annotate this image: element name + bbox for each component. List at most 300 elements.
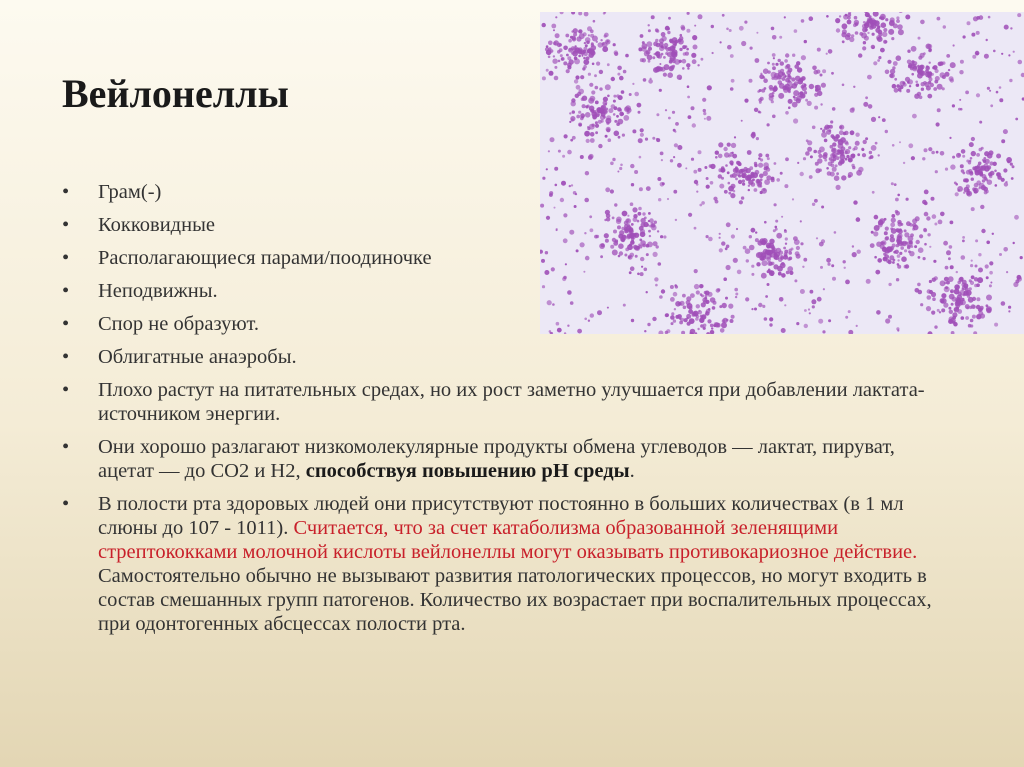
micrograph-cell <box>978 187 980 189</box>
micrograph-cell <box>835 164 838 167</box>
micrograph-cell <box>1001 53 1003 55</box>
micrograph-cell <box>817 91 822 96</box>
micrograph-cell <box>656 113 659 116</box>
micrograph-cell <box>746 168 751 173</box>
micrograph-cell <box>691 158 694 161</box>
micrograph-cell <box>864 36 869 41</box>
micrograph-cell <box>870 155 874 159</box>
micrograph-cell <box>900 81 905 86</box>
micrograph-cell <box>923 52 926 55</box>
micrograph-cell <box>845 14 848 17</box>
micrograph-cell <box>966 191 970 195</box>
micrograph-cell <box>585 171 589 175</box>
micrograph-cell <box>975 170 980 175</box>
micrograph-cell <box>554 66 557 69</box>
micrograph-cell <box>896 16 899 19</box>
micrograph-cell <box>680 34 683 37</box>
micrograph-cell <box>809 16 814 21</box>
micrograph-cell <box>613 43 616 46</box>
micrograph-cell <box>938 62 943 67</box>
micrograph-cell <box>896 19 900 23</box>
micrograph-cell <box>562 155 565 158</box>
micrograph-cell <box>848 175 851 178</box>
micrograph-cell <box>578 49 583 54</box>
micrograph-cell <box>685 52 689 56</box>
micrograph-cell <box>825 125 830 130</box>
micrograph-cell <box>693 45 698 50</box>
micrograph-cell <box>820 103 822 105</box>
micrograph-cell <box>885 70 890 75</box>
micrograph-cell <box>844 131 848 135</box>
micrograph-cell <box>599 70 603 74</box>
bullet-text: Спор не образуют. <box>98 313 259 335</box>
micrograph-cell <box>780 61 784 65</box>
micrograph-cell <box>912 66 917 71</box>
micrograph-cell <box>672 44 676 48</box>
micrograph-cell <box>979 166 983 170</box>
micrograph-cell <box>889 20 895 26</box>
micrograph-cell <box>686 63 690 67</box>
micrograph-cell <box>671 51 675 55</box>
micrograph-cell <box>1017 275 1022 280</box>
micrograph-cell <box>804 40 807 43</box>
micrograph-cell <box>738 171 740 173</box>
micrograph-cell <box>1007 160 1010 163</box>
micrograph-cell <box>645 138 648 141</box>
bullet-dot: • <box>62 379 70 401</box>
micrograph-cell <box>620 164 623 167</box>
micrograph-cell <box>878 154 880 156</box>
micrograph-cell <box>679 48 682 51</box>
micrograph-cell <box>553 29 555 31</box>
micrograph-cell <box>972 315 976 319</box>
micrograph-cell <box>548 150 550 152</box>
micrograph-cell <box>934 80 938 84</box>
micrograph-cell <box>588 73 591 76</box>
micrograph-cell <box>1010 163 1013 166</box>
micrograph-cell <box>826 15 829 18</box>
micrograph-cell <box>846 155 849 158</box>
micrograph-cell <box>553 42 557 46</box>
micrograph-cell <box>627 111 630 114</box>
micrograph-cell <box>672 111 675 114</box>
micrograph-cell <box>976 180 981 185</box>
micrograph-cell <box>590 138 595 143</box>
micrograph-cell <box>973 16 978 21</box>
micrograph-cell <box>999 86 1002 89</box>
micrograph-cell <box>842 23 848 29</box>
micrograph-cell <box>797 67 802 72</box>
micrograph-cell <box>832 167 837 172</box>
micrograph-cell <box>688 115 692 119</box>
micrograph-cell <box>555 16 557 18</box>
micrograph-cell <box>771 27 775 31</box>
micrograph-cell <box>817 158 822 163</box>
micrograph-cell <box>1008 310 1010 312</box>
micrograph-cell <box>965 304 970 309</box>
micrograph-cell <box>629 93 632 96</box>
micrograph-cell <box>837 149 840 152</box>
micrograph-cell <box>981 147 984 150</box>
micrograph-cell <box>912 114 917 119</box>
micrograph-cell <box>975 265 978 268</box>
micrograph-cell <box>887 60 891 64</box>
micrograph-cell <box>899 141 901 143</box>
micrograph-cell <box>838 139 844 145</box>
micrograph-cell <box>875 142 878 145</box>
micrograph-cell <box>754 108 758 112</box>
micrograph-cell <box>862 27 867 32</box>
micrograph-cell <box>890 73 895 78</box>
micrograph-cell <box>682 67 685 70</box>
micrograph-cell <box>592 124 595 127</box>
micrograph-cell <box>885 130 888 133</box>
bullet-dot: • <box>62 181 70 203</box>
micrograph-cell <box>667 31 670 34</box>
micrograph-cell <box>983 160 986 163</box>
micrograph-cell <box>906 89 910 93</box>
micrograph-cell <box>999 98 1003 102</box>
micrograph-cell <box>971 33 975 37</box>
micrograph-cell <box>878 56 881 59</box>
micrograph-cell <box>858 53 862 57</box>
micrograph-cell <box>986 241 990 245</box>
micrograph-cell <box>763 171 768 176</box>
micrograph-cell <box>970 264 973 267</box>
micrograph-cell <box>706 116 711 121</box>
micrograph-cell <box>828 129 831 132</box>
micrograph-cell <box>827 171 832 176</box>
micrograph-cell <box>989 90 991 92</box>
micrograph-cell <box>878 116 880 118</box>
bullet-item <box>62 213 538 237</box>
micrograph-cell <box>607 63 610 66</box>
micrograph-cell <box>967 21 971 25</box>
micrograph-cell <box>1004 182 1008 186</box>
micrograph-cell <box>739 26 744 31</box>
micrograph-cell <box>546 168 548 170</box>
micrograph-cell <box>857 153 860 156</box>
micrograph-cell <box>634 170 638 174</box>
micrograph-cell <box>617 119 623 125</box>
micrograph-cell <box>1017 13 1021 17</box>
micrograph-cell <box>590 51 595 56</box>
micrograph-cell <box>772 63 775 66</box>
micrograph-cell <box>824 139 828 143</box>
micrograph-cell <box>936 151 939 154</box>
micrograph-cell <box>574 79 578 83</box>
micrograph-cell <box>828 49 833 54</box>
micrograph-cell <box>665 109 667 111</box>
micrograph-cell <box>667 52 672 57</box>
micrograph-cell <box>637 103 642 108</box>
micrograph-cell <box>648 47 652 51</box>
micrograph-cell <box>638 111 641 114</box>
bullet-text-plain: Самостоятельно обычно не вызывают развития патологических процессов, но могут входить в состав смешанных групп патогенов. Количество их возрастает при воспалительных процессах, при одонтогенных абсцессах полости рта. <box>98 565 932 635</box>
micrograph-cell <box>724 152 729 157</box>
micrograph-cell <box>980 313 985 318</box>
micrograph-cell <box>935 170 938 173</box>
micrograph-cell <box>867 32 869 34</box>
bullet-item <box>62 492 948 636</box>
micrograph-cell <box>971 137 975 141</box>
micrograph-cell <box>579 33 585 39</box>
micrograph-cell <box>677 75 682 80</box>
micrograph-cell <box>652 56 655 59</box>
micrograph-cell <box>632 83 634 85</box>
micrograph-cell <box>744 99 748 103</box>
micrograph-cell <box>976 153 980 157</box>
micrograph-cell <box>840 152 844 156</box>
micrograph-cell <box>803 157 806 160</box>
micrograph-cell <box>987 180 992 185</box>
micrograph-cell <box>757 90 760 93</box>
micrograph-cell <box>936 122 940 126</box>
micrograph-cell <box>1013 242 1015 244</box>
micrograph-cell <box>583 57 586 60</box>
micrograph-cell <box>969 279 972 282</box>
micrograph-cell <box>756 137 759 140</box>
micrograph-cell <box>979 15 984 20</box>
micrograph-cell <box>807 101 812 106</box>
micrograph-cell <box>894 78 897 81</box>
micrograph-cell <box>839 159 845 165</box>
bullet-text-plain: В полости рта здоровых людей они присутствуют постоянно в больших количествах (в 1 мл слюны до 107 - 1011). <box>98 493 904 539</box>
micrograph-cell <box>755 170 760 175</box>
micrograph-cell <box>679 36 683 40</box>
micrograph-cell <box>760 97 764 101</box>
micrograph-cell <box>593 20 596 23</box>
micrograph-cell <box>566 69 570 73</box>
micrograph-cell <box>918 71 921 74</box>
micrograph-cell <box>921 88 924 91</box>
micrograph-cell <box>971 151 976 156</box>
micrograph-cell <box>586 139 590 143</box>
micrograph-cell <box>779 36 782 39</box>
micrograph-cell <box>831 159 835 163</box>
micrograph-cell <box>659 89 662 92</box>
micrograph-cell <box>896 55 902 61</box>
micrograph-cell <box>948 69 950 71</box>
micrograph-cell <box>596 62 600 66</box>
micrograph-cell <box>772 53 776 57</box>
micrograph-cell <box>578 123 582 127</box>
micrograph-cell <box>960 108 963 111</box>
micrograph-cell <box>982 179 985 182</box>
micrograph-cell <box>847 20 852 25</box>
micrograph-cell <box>1006 271 1008 273</box>
micrograph-cell <box>567 65 571 69</box>
micrograph-cell <box>928 49 932 53</box>
micrograph-cell <box>669 60 673 64</box>
micrograph-cell <box>915 81 918 84</box>
micrograph-cell <box>832 107 836 111</box>
micrograph-cell <box>614 131 620 137</box>
micrograph-cell <box>783 87 789 93</box>
micrograph-cell <box>985 190 988 193</box>
micrograph-cell <box>718 154 723 159</box>
micrograph-cell <box>928 74 932 78</box>
micrograph-cell <box>924 148 928 152</box>
micrograph-cell <box>741 173 747 179</box>
micrograph-cell <box>656 29 659 32</box>
micrograph-cell <box>674 40 678 44</box>
micrograph-cell <box>584 131 590 137</box>
micrograph-cell <box>726 28 729 31</box>
micrograph-cell <box>972 305 976 309</box>
micrograph-cell <box>1010 27 1012 29</box>
micrograph-cell <box>798 92 804 98</box>
bullet-text: Неподвижны. <box>98 280 218 302</box>
micrograph-cell <box>918 37 921 40</box>
micrograph-cell <box>832 136 836 140</box>
micrograph-cell <box>771 100 774 103</box>
micrograph-cell <box>608 138 612 142</box>
micrograph-cell <box>698 168 702 172</box>
micrograph-cell <box>730 54 734 58</box>
micrograph-cell <box>786 70 791 75</box>
micrograph-cell <box>1003 247 1008 252</box>
micrograph-cell <box>784 16 786 18</box>
bullet-item <box>62 378 948 426</box>
micrograph-cell <box>996 154 1001 159</box>
micrograph-cell <box>836 28 840 32</box>
micrograph-cell <box>856 170 862 176</box>
micrograph-cell <box>862 46 866 50</box>
bullet-text-highlight: Считается, что за счет катаболизма образованной зеленящими стрептококками молочной кислоты вейлонеллы могут оказывать противокариозное действие. <box>98 517 918 563</box>
micrograph-cell <box>575 94 579 98</box>
micrograph-cell <box>880 48 885 53</box>
micrograph-cell <box>983 157 986 160</box>
micrograph-cell <box>908 79 913 84</box>
slide-title: Вейлонеллы <box>62 71 289 116</box>
micrograph-cell <box>1003 129 1008 134</box>
micrograph-cell <box>623 115 629 121</box>
micrograph-cell <box>963 35 966 38</box>
micrograph-cell <box>956 153 961 158</box>
micrograph-cell <box>772 115 776 119</box>
micrograph-cell <box>780 69 784 73</box>
micrograph-cell <box>822 154 827 159</box>
micrograph-cell <box>820 128 822 130</box>
micrograph-cell <box>590 132 595 137</box>
micrograph-cell <box>554 76 559 81</box>
micrograph-cell <box>980 308 983 311</box>
micrograph-cell <box>727 45 732 50</box>
micrograph-cell <box>831 72 834 75</box>
micrograph-cell <box>865 21 870 26</box>
micrograph-cell <box>667 72 673 78</box>
micrograph-cell <box>774 162 777 165</box>
micrograph-cell <box>861 148 864 151</box>
micrograph-cell <box>908 143 913 148</box>
micrograph-cell <box>607 95 610 98</box>
micrograph-cell <box>965 91 969 95</box>
micrograph-cell <box>974 167 978 171</box>
micrograph-cell <box>569 121 571 123</box>
micrograph-cell <box>971 275 975 279</box>
micrograph-cell <box>761 89 765 93</box>
micrograph-cell <box>731 79 735 83</box>
micrograph-cell <box>819 146 825 152</box>
micrograph-cell <box>793 96 796 99</box>
micrograph-cell <box>882 32 887 37</box>
micrograph-cell <box>962 236 965 239</box>
bullet-text: Кокковидные <box>98 214 215 236</box>
micrograph-cell <box>738 162 742 166</box>
micrograph-cell <box>581 116 584 119</box>
micrograph-cell <box>922 157 925 160</box>
micrograph-cell <box>1018 60 1023 65</box>
micrograph-cell <box>619 76 624 81</box>
micrograph-cell <box>831 148 837 154</box>
micrograph-cell <box>574 45 576 47</box>
micrograph-cell <box>999 253 1002 256</box>
micrograph-cell <box>969 160 972 163</box>
micrograph-cell <box>571 101 576 106</box>
micrograph-cell <box>585 112 591 118</box>
micrograph-cell <box>715 156 718 159</box>
micrograph-cell <box>663 73 667 77</box>
micrograph-cell <box>974 277 978 281</box>
micrograph-cell <box>805 151 810 156</box>
micrograph-cell <box>836 172 839 175</box>
micrograph-cell <box>976 297 980 301</box>
micrograph-cell <box>558 60 561 63</box>
micrograph-cell <box>793 118 798 123</box>
micrograph-cell <box>898 29 904 35</box>
micrograph-cell <box>805 99 808 102</box>
micrograph-cell <box>836 156 840 160</box>
micrograph-cell <box>660 152 664 156</box>
micrograph-cell <box>1012 165 1015 168</box>
micrograph-cell <box>807 140 812 145</box>
micrograph-cell <box>981 229 985 233</box>
micrograph-cell <box>833 155 836 158</box>
micrograph-cell <box>619 167 622 170</box>
micrograph-cell <box>917 92 921 96</box>
micrograph-cell <box>550 49 554 53</box>
micrograph-cell <box>826 53 828 55</box>
micrograph-cell <box>604 33 609 38</box>
micrograph-cell <box>925 69 929 73</box>
micrograph-cell <box>553 55 555 57</box>
micrograph-cell <box>801 19 805 23</box>
micrograph-cell <box>810 155 813 158</box>
micrograph-cell <box>868 104 873 109</box>
micrograph-cell <box>567 150 572 155</box>
micrograph-cell <box>778 59 781 62</box>
micrograph-cell <box>720 41 722 43</box>
micrograph-cell <box>859 32 863 36</box>
micrograph-cell <box>960 60 964 64</box>
micrograph-cell <box>995 184 998 187</box>
micrograph-cell <box>937 17 941 21</box>
micrograph-cell <box>618 136 621 139</box>
micrograph-cell <box>881 22 887 28</box>
micrograph-cell <box>865 96 868 99</box>
micrograph-cell <box>772 66 776 70</box>
micrograph-cell <box>976 53 979 56</box>
micrograph-cell <box>655 39 658 42</box>
micrograph-cell <box>653 42 658 47</box>
micrograph-cell <box>950 164 955 169</box>
micrograph-cell <box>667 47 671 51</box>
micrograph-cell <box>595 124 599 128</box>
micrograph-cell <box>640 133 644 137</box>
micrograph-cell <box>817 48 821 52</box>
micrograph-cell <box>752 137 754 139</box>
